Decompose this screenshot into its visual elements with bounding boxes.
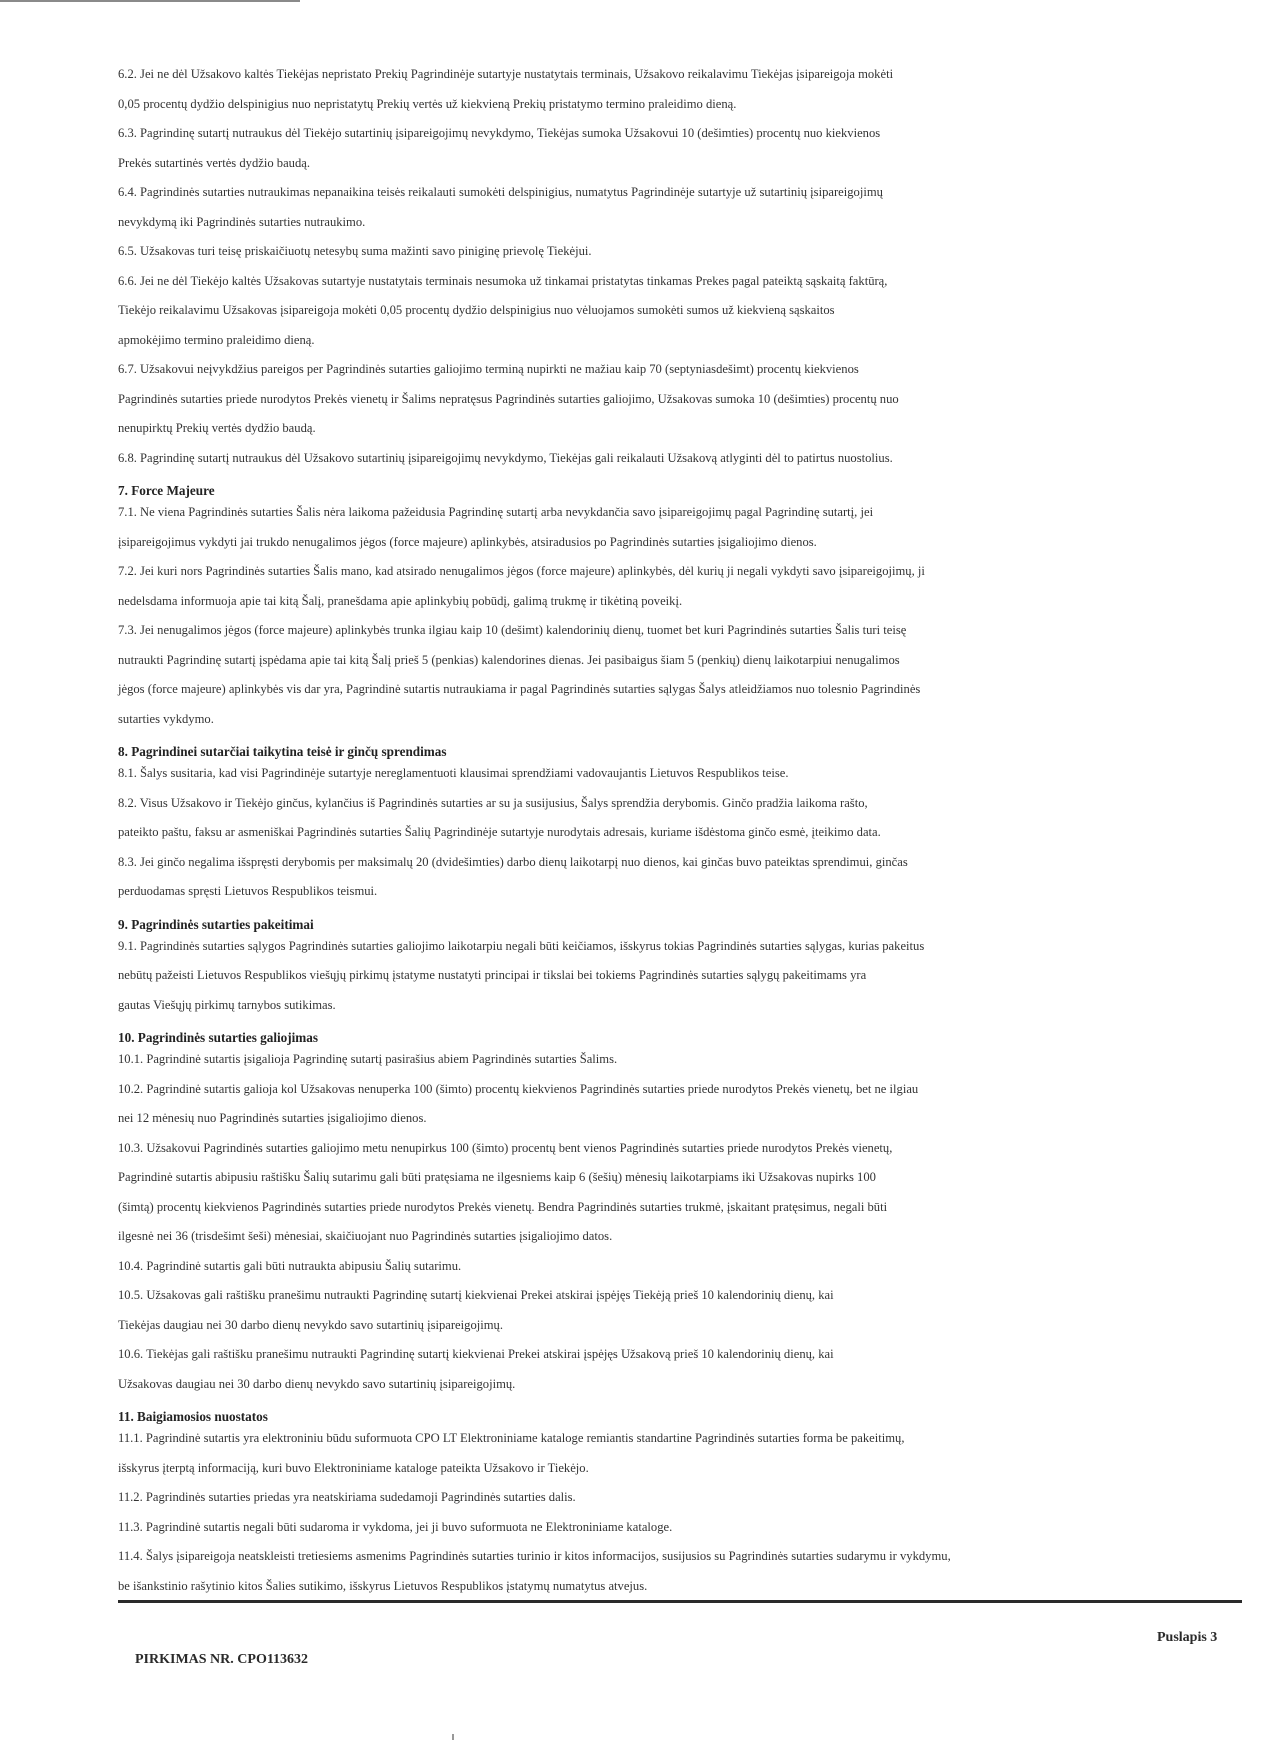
text-line: 6.8. Pagrindinę sutartį nutraukus dėl Užsakovo sutartinių įsipareigojimų nevykdymo, Tiekėjas gali reikalauti Užsakovą atlyginti dėl to patirtus nuostolius. <box>118 450 893 465</box>
section-6 <box>118 60 1168 473</box>
text-line: nevykdymą iki Pagrindinės sutarties nutraukimo. <box>118 214 366 229</box>
text-line: gautas Viešųjų pirkimų tarnybos sutikimas. <box>118 997 336 1012</box>
section-heading: 8. Pagrindinei sutarčiai taikytina teisė ir ginčų sprendimas <box>118 744 447 759</box>
text-line: 11.3. Pagrindinė sutartis negali būti sudaroma ir vykdoma, jei ji buvo suformuota ne Elektroniniame kataloge. <box>118 1519 673 1534</box>
text-line: 7.3. Jei nenugalimos jėgos (force majeure) aplinkybės trunka ilgiau kaip 10 (dešimt) kalendorinių dienų, tuomet bet kuri Pagrindinės sutarties Šalis turi teisę <box>118 623 907 637</box>
footer-rule <box>118 1600 1242 1603</box>
section-7 <box>118 483 1168 734</box>
text-line: Pagrindinės sutarties priede nurodytos Prekės vienetų ir Šalims nepratęsus Pagrindinės sutarties galiojimo, Užsakovas sumoka 10 (dešimties) procentų nuo <box>118 391 899 406</box>
page-number: Puslapis 3 <box>1157 1630 1218 1645</box>
purchase-number: PIRKIMAS NR. CPO113632 <box>135 1652 309 1667</box>
text-line: 11.1. Pagrindinė sutartis yra elektroniniu būdu suformuota CPO LT Elektroniniame kataloge remiantis standartine Pagrindinės sutarties forma be pakeitimų, <box>118 1431 905 1445</box>
text-line: Tiekėjo reikalavimu Užsakovas įsipareigoja mokėti 0,05 procentų dydžio delspinigius nuo vėluojamos sumokėti sumos už kiekvieną sąskaitos <box>118 303 835 317</box>
text-line: 10.6. Tiekėjas gali raštišku pranešimu nutraukti Pagrindinę sutartį kiekvienai Prekei atskirai įspėjęs Užsakovą prieš 10 kalendorinių dienų, kai <box>118 1347 834 1361</box>
scan-mark <box>452 1734 454 1740</box>
text-line: nutraukti Pagrindinę sutartį įspėdama apie tai kitą Šalį prieš 5 (penkias) kalendorines dienas. Jei pasibaigus šiam 5 (penkių) dienų laikotarpiui nenugalimos <box>118 652 900 667</box>
text-line: nedelsdama informuoja apie tai kitą Šalį, pranešdama apie aplinkybių pobūdį, galimą trukmę ir tikėtiną poveikį. <box>118 593 683 608</box>
text-line: pateikto paštu, faksu ar asmeniškai Pagrindinės sutarties Šalių Pagrindinėje sutartyje nurodytais adresais, kuriame išdėstoma ginčo esmė, įteikimo data. <box>118 825 881 839</box>
text-line: Pagrindinė sutartis abipusiu raštišku Šalių sutarimu gali būti pratęsiama ne ilgesniems kaip 6 (šešių) mėnesių laikotarpiams iki Užsakovas nupirks 100 <box>118 1170 876 1184</box>
section-9 <box>118 917 1168 1021</box>
text-line: 6.4. Pagrindinės sutarties nutraukimas nepanaikina teisės reikalauti sumokėti delspinigius, numatytus Pagrindinėje sutartyje už sutartinių įsipareigojimų <box>118 185 883 199</box>
text-line: be išankstinio rašytinio kitos Šalies sutikimo, išskyrus Lietuvos Respublikos įstatymų numatytus atvejus. <box>118 1578 648 1593</box>
text-line: nei 12 mėnesių nuo Pagrindinės sutarties įsigaliojimo dienos. <box>118 1111 427 1125</box>
text-line: 8.3. Jei ginčo negalima išspręsti derybomis per maksimalų 20 (dvidešimties) darbo dienų laikotarpį nuo dienos, kai ginčas buvo pateiktas sprendimui, ginčas <box>118 854 908 869</box>
text-line: 8.1. Šalys susitaria, kad visi Pagrindinėje sutartyje nereglamentuoti klausimai sprendžiami vadovaujantis Lietuvos Respublikos teise. <box>118 766 789 780</box>
text-line: 6.5. Užsakovas turi teisę priskaičiuotų netesybų suma mažinti savo piniginę prievolę Tiekėjui. <box>118 244 592 258</box>
text-line: įsipareigojimus vykdyti jai trukdo nenugalimos jėgos (force majeure) aplinkybės, atsiradusios po Pagrindinės sutarties įsigaliojimo dienos. <box>118 534 817 549</box>
text-line: nenupirktų Prekių vertės dydžio baudą. <box>118 421 316 435</box>
text-line: 6.2. Jei ne dėl Užsakovo kaltės Tiekėjas nepristato Prekių Pagrindinėje sutartyje nustatytais terminais, Užsakovo reikalavimu Tiekėjas įsipareigoja mokėti <box>118 67 894 81</box>
text-line: 7.2. Jei kuri nors Pagrindinės sutarties Šalis mano, kad atsirado nenugalimos jėgos (force majeure) aplinkybės, dėl kurių ji negali vykdyti savo įsipareigojimų, ji <box>118 564 925 578</box>
text-line: nebūtų pažeisti Lietuvos Respublikos viešųjų pirkimų įstatyme nustatyti principai ir tikslai bei tokiems Pagrindinės sutarties sąlygų pakeitimams yra <box>118 968 867 982</box>
text-line: Užsakovas daugiau nei 30 darbo dienų nevykdo savo sutartinių įsipareigojimų. <box>118 1376 516 1391</box>
text-line: 7.1. Ne viena Pagrindinės sutarties Šalis nėra laikoma pažeidusia Pagrindinę sutartį arba nevykdančia savo įsipareigojimų pagal Pagrindinę sutartį, jei <box>118 505 874 519</box>
section-heading: 11. Baigiamosios nuostatos <box>118 1409 268 1424</box>
text-line: 10.1. Pagrindinė sutartis įsigalioja Pagrindinę sutartį pasirašius abiem Pagrindinės sutarties Šalims. <box>118 1052 618 1066</box>
text-line: 10.5. Užsakovas gali raštišku pranešimu nutraukti Pagrindinę sutartį kiekvienai Prekei atskirai įspėjęs Tiekėją prieš 10 kalendorinių dienų, kai <box>118 1288 834 1302</box>
section-heading: 10. Pagrindinės sutarties galiojimas <box>118 1030 319 1045</box>
text-line: 6.3. Pagrindinę sutartį nutraukus dėl Tiekėjo sutartinių įsipareigojimų nevykdymo, Tiekėjas sumoka Užsakovui 10 (dešimties) procentų nuo kiekvienos <box>118 126 881 140</box>
text-line: 6.7. Užsakovui neįvykdžius pareigos per Pagrindinės sutarties galiojimo terminą nupirkti ne mažiau kaip 70 (septyniasdešimt) procentų kiekvienos <box>118 362 859 376</box>
text-line: 11.4. Šalys įsipareigoja neatskleisti tretiesiems asmenims Pagrindinės sutarties turinio ir kitos informacijos, susijusios su Pagrindinės sutarties sudarymu ir vykdymu, <box>118 1549 951 1563</box>
text-line: išskyrus įterptą informaciją, kuri buvo Elektroniniame kataloge pateikta Užsakovo ir Tiekėjo. <box>118 1460 589 1475</box>
text-line: 10.2. Pagrindinė sutartis galioja kol Užsakovas nenuperka 100 (šimto) procentų kiekvienos Pagrindinės sutarties priede nurodytos Prekės vienetų, bet ne ilgiau <box>118 1081 919 1096</box>
text-line: 8.2. Visus Užsakovo ir Tiekėjo ginčus, kylančius iš Pagrindinės sutarties ar su ja susijusius, Šalys sprendžia derybomis. Ginčo pradžia laikoma rašto, <box>118 795 868 810</box>
text-line: ilgesnė nei 36 (trisdešimt šeši) mėnesiai, skaičiuojant nuo Pagrindinės sutarties įsigaliojimo datos. <box>118 1229 613 1243</box>
text-line: sutarties vykdymo. <box>118 711 214 726</box>
text-line: jėgos (force majeure) aplinkybės vis dar yra, Pagrindinė sutartis nutraukiama ir pagal Pagrindinės sutarties sąlygas Šalys atleidžiamos nuo tolesnio Pagrindinės <box>118 682 921 696</box>
text-line: (šimtą) procentų kiekvienos Pagrindinės sutarties priede nurodytos Prekės vienetų. Bendra Pagrindinės sutarties trukmė, įskaitant pratęsimus, negali būti <box>118 1199 888 1214</box>
text-line: apmokėjimo termino praleidimo dieną. <box>118 332 315 347</box>
document-body <box>118 60 1168 1601</box>
section-heading: 7. Force Majeure <box>118 483 215 498</box>
text-line: 6.6. Jei ne dėl Tiekėjo kaltės Užsakovas sutartyje nustatytais terminais nesumoka už tinkamai pristatytas tinkamas Prekes pagal pateiktą sąskaitą faktūrą, <box>118 273 888 288</box>
text-line: perduodamas spręsti Lietuvos Respublikos teismui. <box>118 884 378 898</box>
text-line: 9.1. Pagrindinės sutarties sąlygos Pagrindinės sutarties galiojimo laikotarpiu negali būti keičiamos, išskyrus tokias Pagrindinės sutarties sąlygas, kurias pakeitus <box>118 938 925 953</box>
section-11 <box>118 1409 1168 1601</box>
text-line: 10.4. Pagrindinė sutartis gali būti nutraukta abipusiu Šalių sutarimu. <box>118 1258 462 1273</box>
text-line: 11.2. Pagrindinės sutarties priedas yra neatskiriama sudedamoji Pagrindinės sutarties dalis. <box>118 1490 576 1504</box>
section-8 <box>118 744 1168 907</box>
section-heading: 9. Pagrindinės sutarties pakeitimai <box>118 916 314 932</box>
top-rule <box>0 0 300 2</box>
section-10 <box>118 1030 1168 1399</box>
text-line: 10.3. Užsakovui Pagrindinės sutarties galiojimo metu nenupirkus 100 (šimto) procentų bent vienos Pagrindinės sutarties priede nurodytos Prekės vienetų, <box>118 1140 893 1155</box>
text-line: 0,05 procentų dydžio delspinigius nuo nepristatytų Prekių vertės už kiekvieną Prekių pristatymo termino praleidimo dieną. <box>118 96 737 111</box>
text-line: Prekės sutartinės vertės dydžio baudą. <box>118 155 310 170</box>
text-line: Tiekėjas daugiau nei 30 darbo dienų nevykdo savo sutartinių įsipareigojimų. <box>118 1317 503 1332</box>
